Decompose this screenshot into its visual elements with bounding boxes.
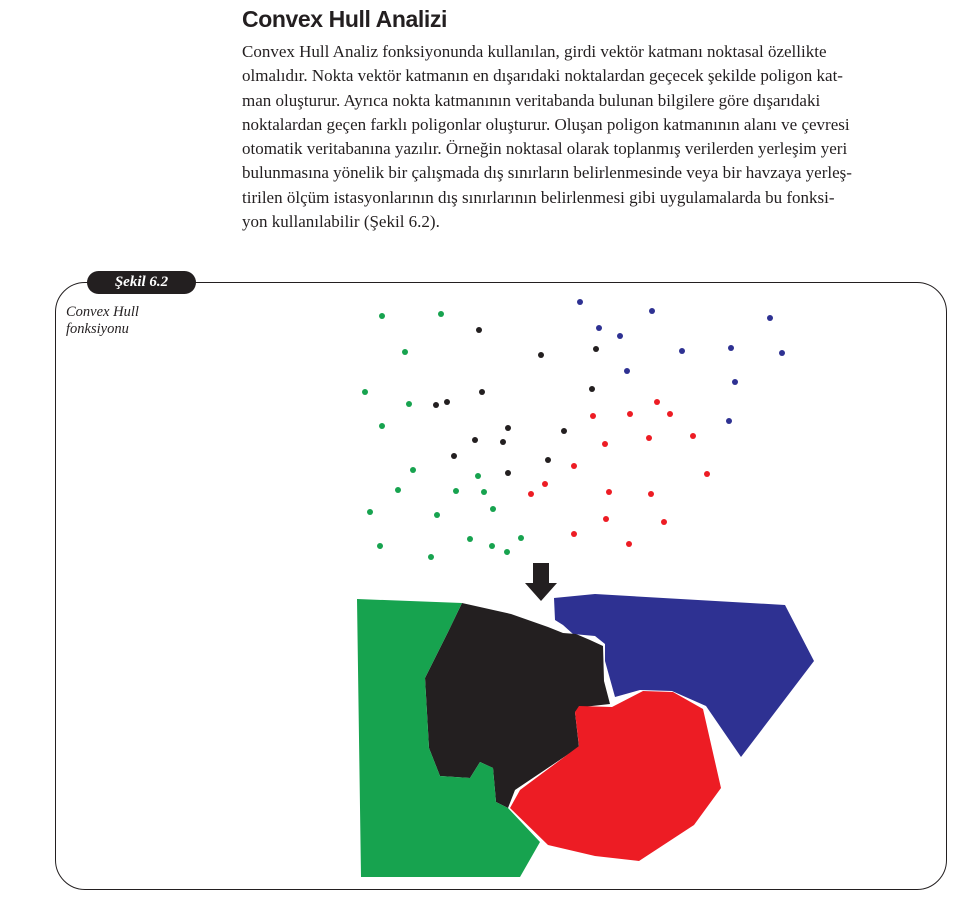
point-blue [732,379,738,385]
point-blue [577,299,583,305]
paragraph-line: noktalardan geçen farklı poligonlar oluşturur. Oluşan poligon katmanının alanı ve çevresi [242,114,850,134]
paragraph-line: bulunmasına yönelik bir çalışmada dış sınırların belirlenmesinde veya bir havzaya yerleş- [242,163,852,183]
point-green [453,488,459,494]
point-green [434,512,440,518]
paragraph-line: Convex Hull Analiz fonksiyonunda kullanılan, girdi vektör katmanı noktasal özellikte [242,42,827,61]
point-red [661,519,667,525]
point-red [690,433,696,439]
point-green [475,473,481,479]
point-black [472,437,478,443]
point-red [603,516,609,522]
point-blue [649,308,655,314]
caption-line: fonksiyonu [66,321,129,337]
point-black [545,457,551,463]
point-green [438,311,444,317]
point-black [593,346,599,352]
point-green [489,543,495,549]
paragraph-line: olmalıdır. Nokta vektör katmanın en dışarıdaki noktalardan geçecek şekilde poligon kat- [242,66,843,86]
point-black [500,439,506,445]
point-blue [624,368,630,374]
blue-point-group [577,299,785,424]
point-green [504,549,510,555]
section-title: Convex Hull Analizi [242,6,447,32]
paragraph-line: tirilen ölçüm istasyonlarının dış sınırlarının belirlenmesi gibi uygulamalarda bu fonksi- [242,187,835,207]
point-black [476,327,482,333]
point-red [626,541,632,547]
point-black [433,402,439,408]
point-green [395,487,401,493]
point-red [606,489,612,495]
point-black [479,389,485,395]
point-green [490,506,496,512]
point-green [518,535,524,541]
paragraph-line: yon kullanılabilir (Şekil 6.2). [242,212,440,232]
point-red [590,413,596,419]
red-point-group [528,399,710,547]
point-red [667,411,673,417]
point-red [528,491,534,497]
point-green [367,509,373,515]
point-red [542,481,548,487]
point-red [571,531,577,537]
point-red [627,411,633,417]
point-green [406,401,412,407]
point-green [481,489,487,495]
point-blue [679,348,685,354]
point-black [561,428,567,434]
point-green [410,467,416,473]
point-red [602,441,608,447]
point-blue [596,325,602,331]
point-green [377,543,383,549]
point-blue [728,345,734,351]
polygon-layer [357,594,814,877]
point-red [648,491,654,497]
point-black [589,386,595,392]
point-green [379,313,385,319]
caption-line: Convex Hull [66,304,139,320]
point-green [467,536,473,542]
point-red [704,471,710,477]
black-point-group [433,327,599,476]
point-black [505,470,511,476]
point-blue [726,418,732,424]
point-green [379,423,385,429]
point-green [402,349,408,355]
paragraph-line: otomatik veritabanına yazılır. Örneğin noktasal olarak toplanmış verilerden yerleşim yeri [242,139,848,159]
point-black [538,352,544,358]
point-green [362,389,368,395]
paragraph-line: man oluşturur. Ayrıca nokta katmanının veritabanda bulunan bilgilere göre dışarıdaki [242,90,821,110]
arrow-down-icon [525,563,557,601]
green-point-group [362,311,524,560]
point-blue [617,333,623,339]
point-red [646,435,652,441]
point-green [428,554,434,560]
point-layer [362,299,785,560]
point-blue [779,350,785,356]
point-black [444,399,450,405]
point-red [654,399,660,405]
point-blue [767,315,773,321]
point-black [451,453,457,459]
figure-label: Şekil 6.2 [87,271,196,294]
point-red [571,463,577,469]
point-black [505,425,511,431]
